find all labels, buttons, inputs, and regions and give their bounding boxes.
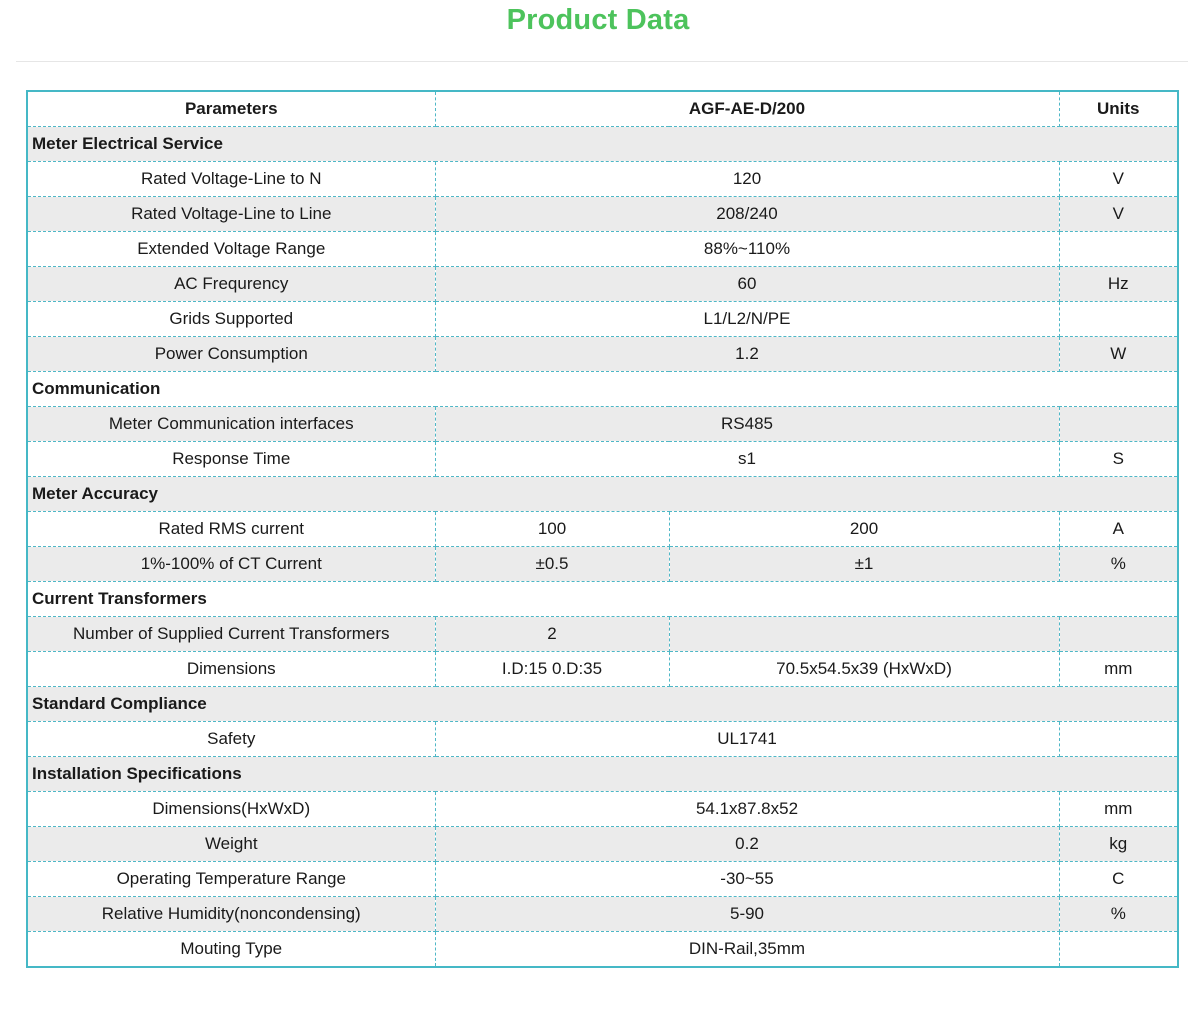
- table-row: [27, 512, 1178, 547]
- section-installation-specifications: Installation Specifications: [27, 757, 1178, 792]
- param-cell: Rated RMS current: [27, 512, 435, 547]
- value-cell-b: [669, 617, 1059, 652]
- table-row: [27, 792, 1178, 827]
- unit-cell: V: [1059, 197, 1178, 232]
- table-row: [27, 337, 1178, 372]
- param-cell: Weight: [27, 827, 435, 862]
- value-cell: 1.2: [435, 337, 1059, 372]
- unit-cell: [1059, 232, 1178, 267]
- value-cell: 88%~110%: [435, 232, 1059, 267]
- section-row: [27, 372, 1178, 407]
- title-divider: [16, 61, 1188, 62]
- value-cell: 0.2: [435, 827, 1059, 862]
- unit-cell: C: [1059, 862, 1178, 897]
- param-cell: Relative Humidity(noncondensing): [27, 897, 435, 932]
- param-cell: Rated Voltage-Line to N: [27, 162, 435, 197]
- param-cell: Dimensions(HxWxD): [27, 792, 435, 827]
- param-cell: Dimensions: [27, 652, 435, 687]
- value-cell: 5-90: [435, 897, 1059, 932]
- value-cell: L1/L2/N/PE: [435, 302, 1059, 337]
- table-row: [27, 407, 1178, 442]
- unit-cell: %: [1059, 897, 1178, 932]
- unit-cell: [1059, 722, 1178, 757]
- table-row: [27, 232, 1178, 267]
- param-cell: Number of Supplied Current Transformers: [27, 617, 435, 652]
- param-cell: 1%-100% of CT Current: [27, 547, 435, 582]
- table-row: [27, 862, 1178, 897]
- unit-cell: [1059, 407, 1178, 442]
- unit-cell: [1059, 932, 1178, 968]
- value-cell: 208/240: [435, 197, 1059, 232]
- value-cell-a: I.D:15 0.D:35: [435, 652, 669, 687]
- value-cell: RS485: [435, 407, 1059, 442]
- section-row: [27, 477, 1178, 512]
- value-cell: s1: [435, 442, 1059, 477]
- table-row: [27, 162, 1178, 197]
- section-row: [27, 687, 1178, 722]
- table-row: [27, 617, 1178, 652]
- section-standard-compliance: Standard Compliance: [27, 687, 1178, 722]
- unit-cell: [1059, 302, 1178, 337]
- table-row: [27, 652, 1178, 687]
- value-cell: -30~55: [435, 862, 1059, 897]
- product-data-table: [26, 90, 1179, 968]
- value-cell: UL1741: [435, 722, 1059, 757]
- param-cell: Operating Temperature Range: [27, 862, 435, 897]
- param-cell: Grids Supported: [27, 302, 435, 337]
- unit-cell: W: [1059, 337, 1178, 372]
- section-row: [27, 127, 1178, 162]
- value-cell-b: 200: [669, 512, 1059, 547]
- param-cell: Safety: [27, 722, 435, 757]
- unit-cell: %: [1059, 547, 1178, 582]
- param-cell: Mouting Type: [27, 932, 435, 968]
- header-parameters: Parameters: [27, 91, 435, 127]
- table-header-row: [27, 91, 1178, 127]
- unit-cell: mm: [1059, 792, 1178, 827]
- unit-cell: A: [1059, 512, 1178, 547]
- value-cell-b: 70.5x54.5x39 (HxWxD): [669, 652, 1059, 687]
- section-current-transformers: Current Transformers: [27, 582, 1178, 617]
- table-row: [27, 197, 1178, 232]
- table-row: [27, 722, 1178, 757]
- value-cell-b: ±1: [669, 547, 1059, 582]
- header-units: Units: [1059, 91, 1178, 127]
- table-row: [27, 827, 1178, 862]
- section-row: [27, 757, 1178, 792]
- page-title: Product Data: [506, 4, 690, 36]
- value-cell: 120: [435, 162, 1059, 197]
- unit-cell: mm: [1059, 652, 1178, 687]
- table-row: [27, 302, 1178, 337]
- param-cell: Response Time: [27, 442, 435, 477]
- table-row: [27, 897, 1178, 932]
- value-cell: DIN-Rail,35mm: [435, 932, 1059, 968]
- param-cell: AC Frequrency: [27, 267, 435, 302]
- unit-cell: Hz: [1059, 267, 1178, 302]
- header-model: AGF-AE-D/200: [435, 91, 1059, 127]
- unit-cell: S: [1059, 442, 1178, 477]
- section-meter-accuracy: Meter Accuracy: [27, 477, 1178, 512]
- value-cell-a: ±0.5: [435, 547, 669, 582]
- param-cell: Extended Voltage Range: [27, 232, 435, 267]
- value-cell: 54.1x87.8x52: [435, 792, 1059, 827]
- table-row: [27, 547, 1178, 582]
- param-cell: Power Consumption: [27, 337, 435, 372]
- table-row: [27, 932, 1178, 968]
- section-row: [27, 582, 1178, 617]
- section-communication: Communication: [27, 372, 1178, 407]
- unit-cell: kg: [1059, 827, 1178, 862]
- table-row: [27, 267, 1178, 302]
- value-cell-a: 2: [435, 617, 669, 652]
- param-cell: Rated Voltage-Line to Line: [27, 197, 435, 232]
- unit-cell: [1059, 617, 1178, 652]
- section-meter-electrical-service: Meter Electrical Service: [27, 127, 1178, 162]
- table-row: [27, 442, 1178, 477]
- value-cell-a: 100: [435, 512, 669, 547]
- unit-cell: V: [1059, 162, 1178, 197]
- value-cell: 60: [435, 267, 1059, 302]
- param-cell: Meter Communication interfaces: [27, 407, 435, 442]
